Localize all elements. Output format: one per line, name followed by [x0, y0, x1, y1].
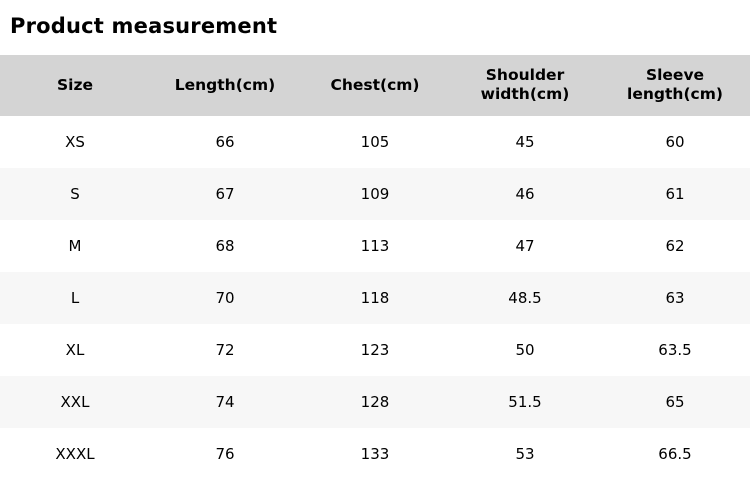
column-header-shoulder-width: Shoulder width(cm) [450, 55, 600, 116]
page-title: Product measurement [10, 14, 278, 38]
cell-shoulder-width: 48.5 [450, 272, 600, 324]
table-body [0, 116, 750, 480]
cell-sleeve-length: 65 [600, 376, 750, 428]
cell-shoulder-width: 45 [450, 116, 600, 168]
table-row [0, 116, 750, 168]
table-header-row [0, 55, 750, 116]
table-row [0, 324, 750, 376]
cell-shoulder-width: 47 [450, 220, 600, 272]
cell-length: 72 [150, 324, 300, 376]
cell-chest: 105 [300, 116, 450, 168]
cell-shoulder-width: 46 [450, 168, 600, 220]
cell-chest: 109 [300, 168, 450, 220]
table-row [0, 428, 750, 480]
measurement-table [0, 55, 750, 480]
cell-shoulder-width: 51.5 [450, 376, 600, 428]
column-header-chest: Chest(cm) [300, 55, 450, 116]
cell-length: 68 [150, 220, 300, 272]
cell-length: 74 [150, 376, 300, 428]
cell-shoulder-width: 50 [450, 324, 600, 376]
cell-size: S [0, 168, 150, 220]
cell-chest: 133 [300, 428, 450, 480]
cell-chest: 113 [300, 220, 450, 272]
cell-length: 67 [150, 168, 300, 220]
cell-size: XXL [0, 376, 150, 428]
cell-sleeve-length: 60 [600, 116, 750, 168]
cell-sleeve-length: 61 [600, 168, 750, 220]
cell-size: XL [0, 324, 150, 376]
cell-size: M [0, 220, 150, 272]
cell-chest: 123 [300, 324, 450, 376]
cell-sleeve-length: 66.5 [600, 428, 750, 480]
cell-sleeve-length: 63.5 [600, 324, 750, 376]
cell-shoulder-width: 53 [450, 428, 600, 480]
cell-size: XS [0, 116, 150, 168]
table-row [0, 220, 750, 272]
cell-length: 76 [150, 428, 300, 480]
cell-sleeve-length: 62 [600, 220, 750, 272]
column-header-sleeve-length: Sleeve length(cm) [600, 55, 750, 116]
cell-chest: 118 [300, 272, 450, 324]
table-header [0, 55, 750, 116]
cell-size: XXXL [0, 428, 150, 480]
table-row [0, 272, 750, 324]
column-header-size: Size [0, 55, 150, 116]
cell-size: L [0, 272, 150, 324]
cell-length: 70 [150, 272, 300, 324]
table-row [0, 168, 750, 220]
table-row [0, 376, 750, 428]
cell-sleeve-length: 63 [600, 272, 750, 324]
column-header-length: Length(cm) [150, 55, 300, 116]
cell-length: 66 [150, 116, 300, 168]
cell-chest: 128 [300, 376, 450, 428]
